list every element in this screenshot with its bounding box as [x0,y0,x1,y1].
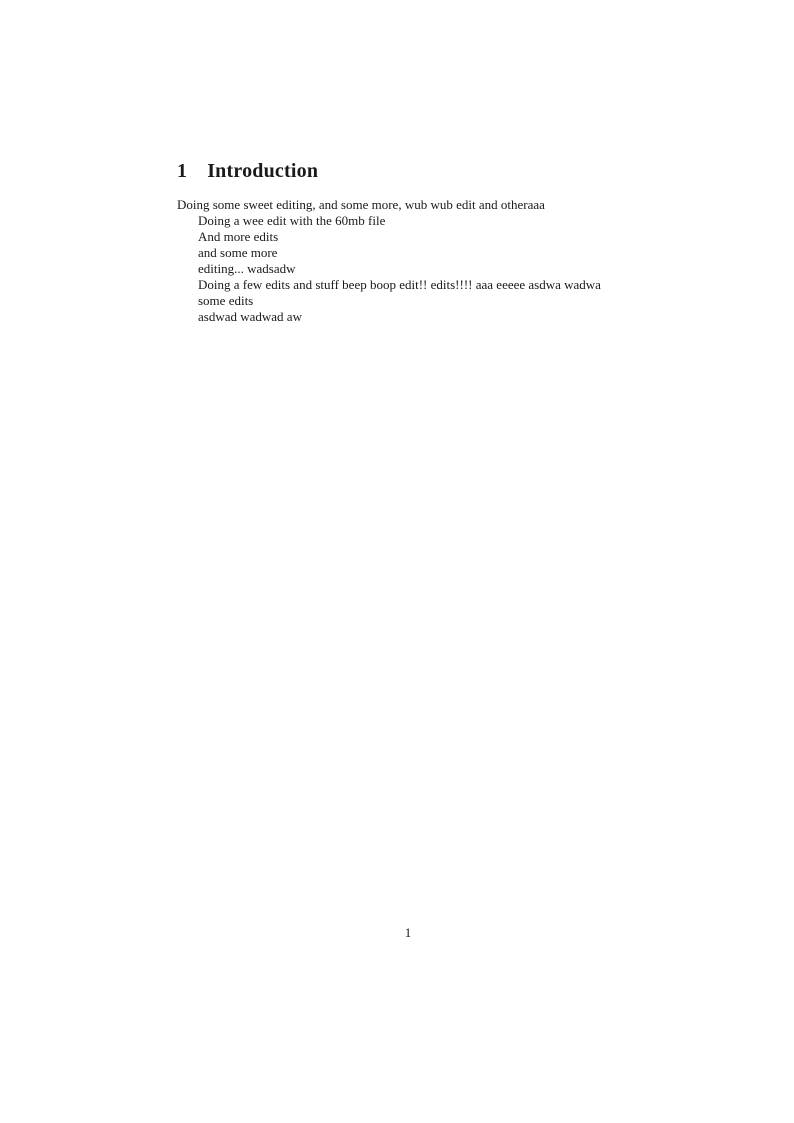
section-title: Introduction [207,160,319,182]
paragraph: Doing a wee edit with the 60mb file [198,213,386,228]
paragraph: and some more [198,245,278,260]
paragraph: some edits [198,293,254,308]
paragraph: Doing a few edits and stuff beep boop edit!! edits!!!! aaa eeeee asdwa wadwa [198,277,601,292]
paragraph: asdwad wadwad aw [198,309,302,324]
section-body [177,197,639,325]
paragraph: Doing some sweet editing, and some more, wub wub edit and otheraaa [177,197,545,212]
paragraph: And more edits [198,229,279,244]
section-number: 1 [177,160,188,182]
text-block [177,160,639,325]
page-number: 1 [404,925,412,940]
section-heading [177,160,639,182]
paragraph: editing... wadsadw [198,261,296,276]
